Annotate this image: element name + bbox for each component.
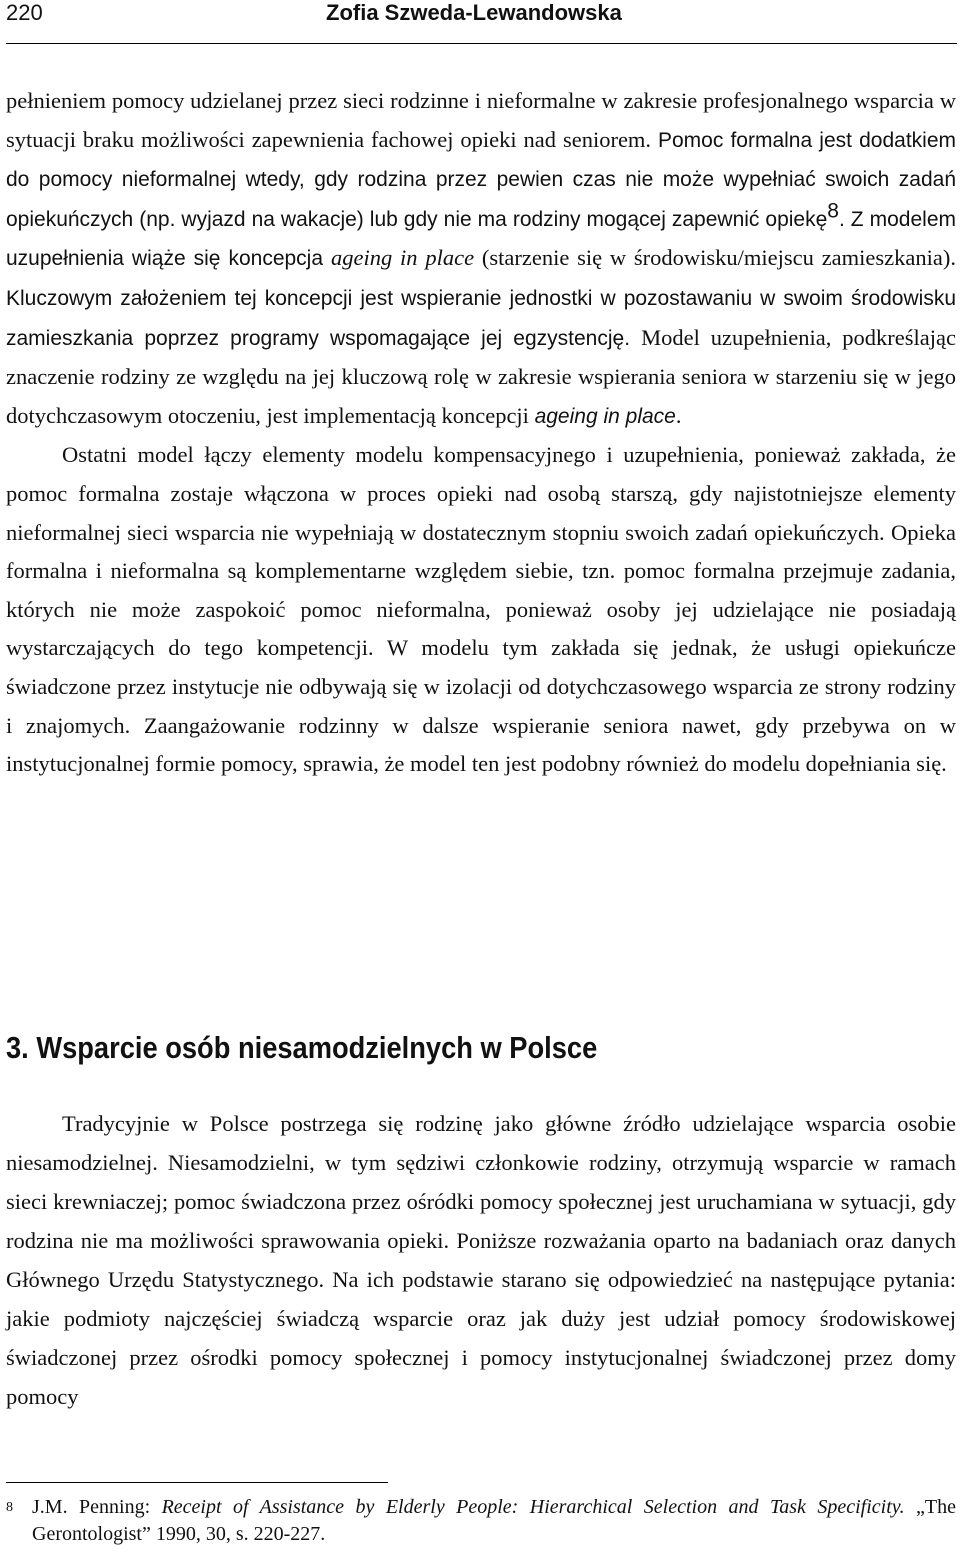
paragraph-1-text-a: pełnieniem pomocy udzielanej przez sieci rodzinne i nieformalne w zakresie profesjonalnego wsparcia w sytuacji braku możliwości zapewnienia fachowej opieki nad seniorem. <box>6 88 956 152</box>
footnote-title: Receipt of Assistance by Elderly People: Hierarchical Selection and Task Specificity. <box>161 1496 905 1518</box>
page-number: 220 <box>6 0 43 25</box>
running-title: Zofia Szweda-Lewandowska <box>326 0 622 25</box>
body-text-section-2 <box>6 1104 956 1416</box>
header-rule <box>6 43 957 44</box>
footnote-reference: 8 <box>827 199 839 223</box>
footnote-source: „The Gerontologist” 1990, 30, s. 220-227. <box>32 1496 956 1545</box>
footnote-rule <box>6 1482 388 1483</box>
running-head <box>0 0 960 30</box>
paragraph-1-text-c: . Z modelem uzupełnienia wiąże się koncepcja <box>6 207 956 271</box>
paragraph-1-text-end: . <box>675 402 682 428</box>
paragraph-1 <box>6 82 956 436</box>
section-heading: 3. Wsparcie osób niesamodzielnych w Polsce <box>6 1030 598 1065</box>
paragraph-2: Ostatni model łączy elementy modelu kompensacyjnego i uzupełnienia, ponieważ zakłada, że pomoc formalna zostaje włączona w proces opieki nad osobą starszą, gdy najistotniejsze elementy nieformalnej sieci wsparcia nie wypełniają w dostatecznym stopniu swoich zadań opiekuńczych. Opieka formalna i nieformalna są komplementarne względem siebie, tzn. pomoc formalna przejmuje zadania, których nie może zaspokoić pomoc nieformalna, ponieważ osoby jej udzielające nie posiadają wystarczających do tego kompetencji. W modelu tym zakłada się jednak, że usługi opiekuńcze świadczone przez instytucje nie odbywają się w izolacji od dotychczasowego wsparcia ze strony rodziny i znajomych. Zaangażowanie rodzinny w dalsze wspieranie seniora nawet, gdy przebywa on w instytucjonalnej formie pomocy, sprawia, że model ten jest podobny również do modelu dopełniania się. <box>6 442 956 777</box>
paragraph-1-text-f: Model uzupełnienia, podkreślając znaczenie rodziny ze względu na jej kluczową rolę w zakresie wspierania seniora w starzeniu się w jego dotychczasowym otoczeniu, jest implementacją koncepcji <box>6 324 956 428</box>
body-text-section-1 <box>6 82 956 784</box>
footnote-text <box>32 1494 956 1548</box>
paragraph-1-text-b: Pomoc formalna jest dodatkiem do pomocy nieformalnej wtedy, gdy rodzina przez pewien czas nie może wypełniać swoich zadań opiekuńczych (np. wyjazd na wakacje) lub gdy nie ma rodziny mogącej zapewnić opiekę <box>6 128 956 231</box>
paragraph-1-text-e: Kluczowym założeniem tej koncepcji jest wspieranie jednostki w pozostawaniu w swoim środowisku zamieszkania poprzez programy wspomagające jej egzystencję. <box>6 286 956 350</box>
paragraph-1-italic-term-2: ageing in place <box>534 404 676 428</box>
footnote-author: J.M. Penning: <box>32 1496 162 1518</box>
footnote <box>6 1494 956 1548</box>
paragraph-3: Tradycyjnie w Polsce postrzega się rodzinę jako główne źródło udzielające wsparcia osobie niesamodzielnej. Niesamodzielni, w tym sędziwi członkowie rodziny, otrzymują wsparcie w ramach sieci krewniaczej; pomoc świadczona przez ośródki pomocy społecznej jest uruchamiana w sytuacji, gdy rodzina nie ma możliwości sprawowania opieki. Poniższe rozważania oparto na badaniach oraz danych Głównego Urzędu Statystycznego. Na ich podstawie starano się odpowiedzieć na następujące pytania: jakie podmioty najczęściej świadczą wsparcie oraz jak duży jest udział pomocy środowiskowej świadczonej przez ośrodki pomocy społecznej i pomocy instytucjonalnej świadczonej przez domy pomocy <box>6 1111 956 1409</box>
footnote-number: 8 <box>6 1500 13 1515</box>
paragraph-1-italic-term: ageing in place <box>331 245 475 271</box>
paragraph-1-text-d: (starzenie się w środowisku/miejscu zamieszkania). <box>474 245 956 271</box>
